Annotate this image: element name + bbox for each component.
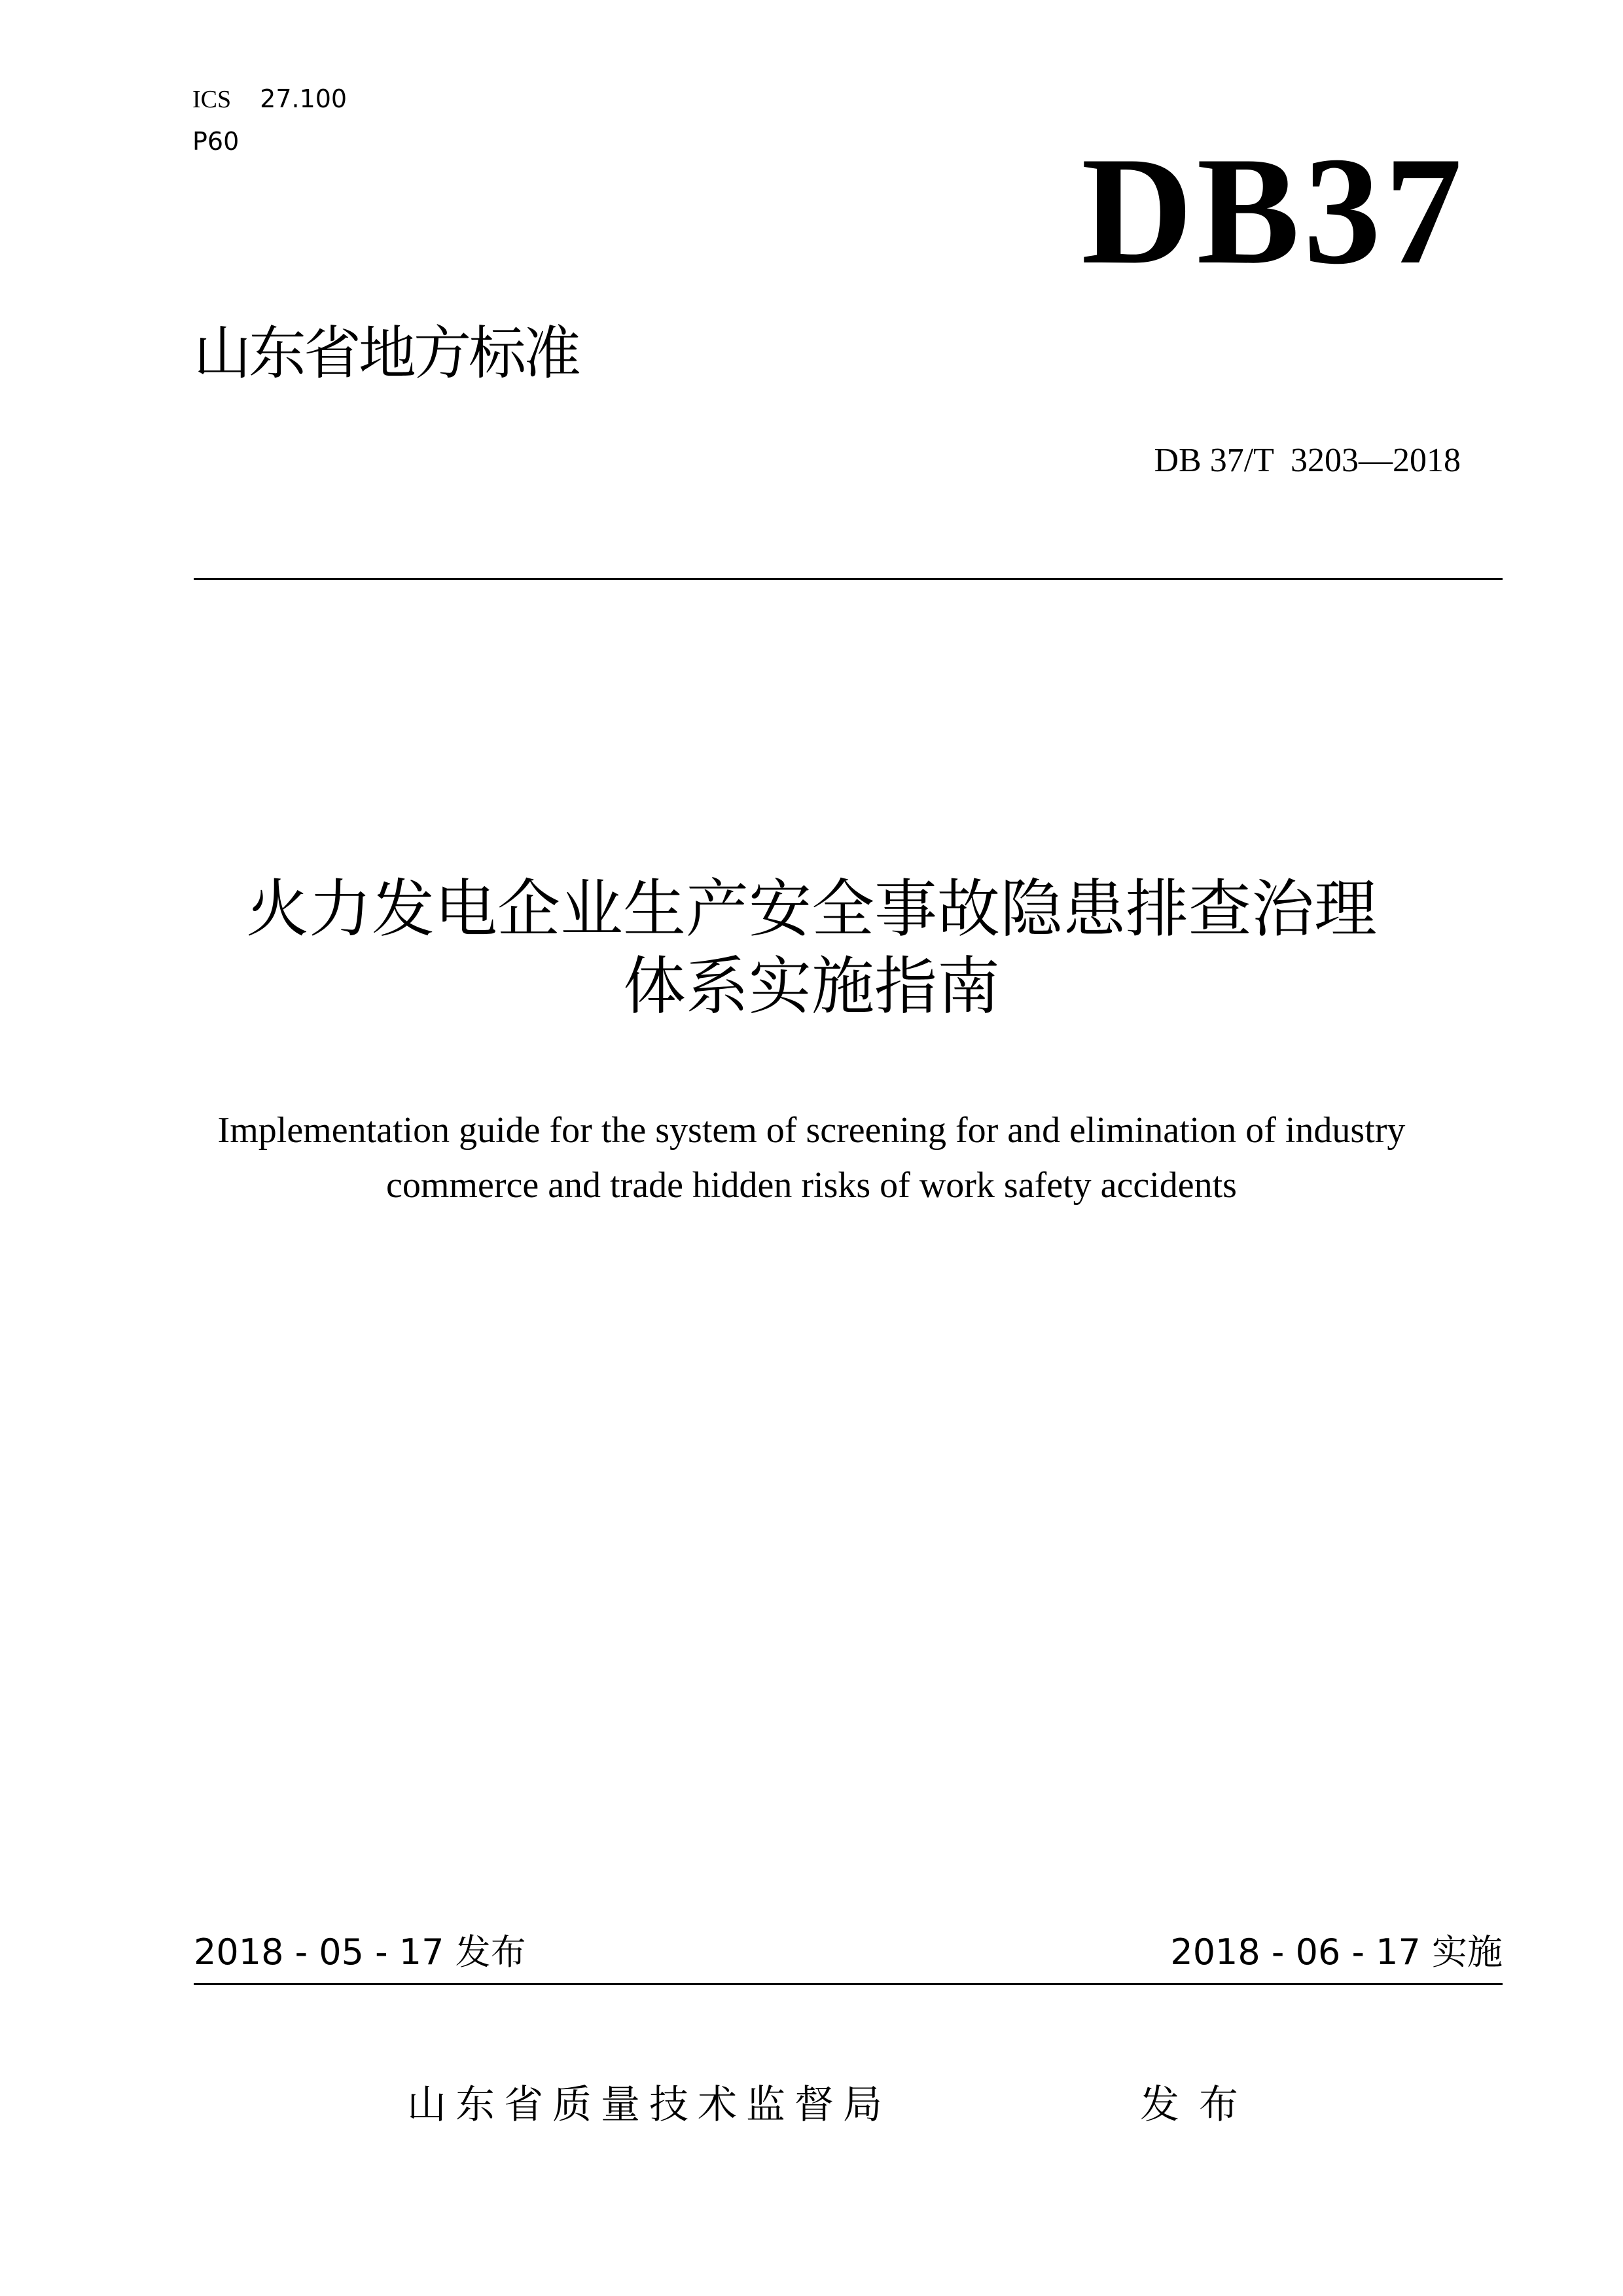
chinese-title — [0, 870, 1623, 1025]
ccs-code: P60 — [192, 127, 240, 156]
date-divider — [194, 1983, 1503, 1985]
issue-label: 发布 — [1140, 2082, 1258, 2128]
standard-category: 山东省地方标准 — [194, 319, 579, 387]
english-title-line-2: commerce and trade hidden risks of work safety accidents — [386, 1165, 1237, 1206]
header-divider — [194, 578, 1503, 580]
chinese-title-line-1: 火力发电企业生产安全事故隐患排查治理 — [246, 872, 1377, 946]
ics-classification — [192, 84, 347, 115]
chinese-title-line-2: 体系实施指南 — [623, 950, 1000, 1023]
issuing-authority: 山东省质量技术监督局 — [407, 2082, 891, 2128]
english-title — [0, 1103, 1623, 1213]
issue-date: 2018 - 05 - 17 发布 — [194, 1931, 526, 1973]
implementation-date: 2018 - 06 - 17 实施 — [1170, 1931, 1503, 1973]
standard-mark: DB37 — [1081, 126, 1466, 296]
ics-code: 27.100 — [260, 84, 348, 113]
standard-number: DB 37/T 3203—2018 — [1154, 442, 1461, 479]
english-title-line-1: Implementation guide for the system of screening for and elimination of industry — [217, 1110, 1406, 1151]
ics-label: ICS — [192, 86, 232, 113]
